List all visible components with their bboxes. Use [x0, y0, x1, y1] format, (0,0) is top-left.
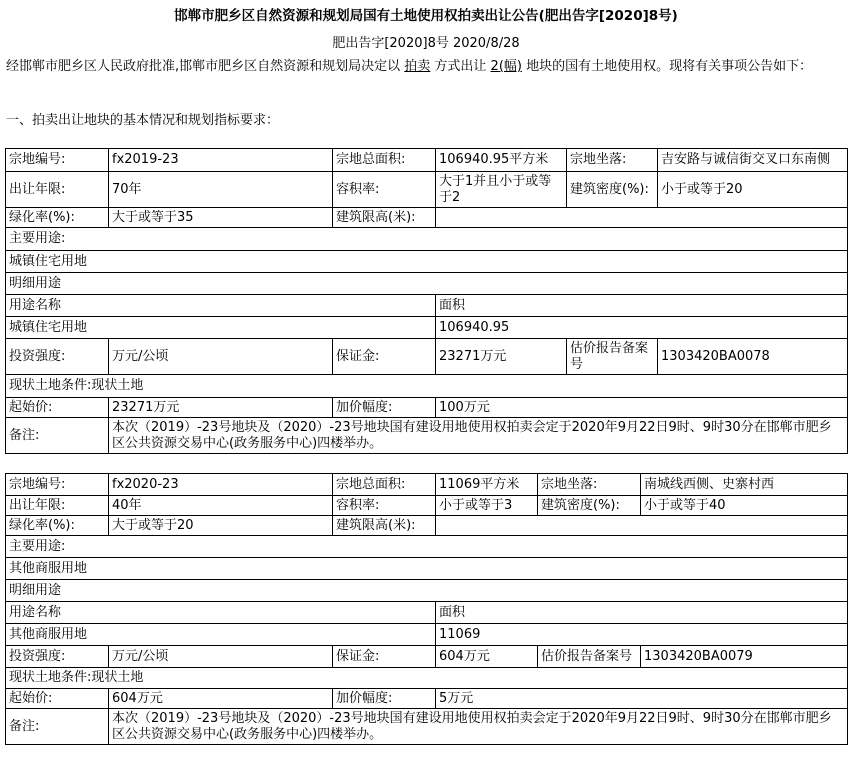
- label-investment: 投资强度:: [6, 646, 109, 668]
- height-limit-value: [436, 208, 848, 228]
- intro-text-1: 经邯郸市肥乡区人民政府批准,邯郸市肥乡区自然资源和规划局决定以: [6, 59, 405, 74]
- label-appraisal: 估价报告备案号: [538, 646, 641, 668]
- label-detail-use: 明细用途: [6, 580, 848, 602]
- start-price-value: 23271万元: [109, 398, 333, 418]
- intro-paragraph: [6, 55, 848, 78]
- label-current-condition: 现状土地条件:: [9, 670, 92, 685]
- height-limit-value: [436, 516, 848, 536]
- label-appraisal: 估价报告备案号: [567, 339, 658, 375]
- intro-count: 2(幅): [490, 59, 522, 74]
- investment-value: 万元/公顷: [109, 646, 333, 668]
- current-condition-row: [6, 668, 848, 689]
- label-use-name: 用途名称: [6, 295, 436, 317]
- start-price-value: 604万元: [109, 689, 333, 709]
- label-term: 出让年限:: [6, 496, 109, 516]
- label-height-limit: 建筑限高(米):: [333, 208, 436, 228]
- location-value: 吉安路与诚信街交叉口东南侧: [658, 149, 848, 172]
- deposit-value: 23271万元: [436, 339, 567, 375]
- main-use-value: 其他商服用地: [6, 558, 848, 580]
- increment-value: 100万元: [436, 398, 848, 418]
- label-total-area: 宗地总面积:: [333, 474, 436, 496]
- current-condition-value: 现状土地: [91, 378, 144, 393]
- density-value: 小于或等于20: [658, 172, 848, 208]
- intro-text-3: 地块的国有土地使用权。现将有关事项公告如下：: [521, 59, 813, 74]
- label-investment: 投资强度:: [6, 339, 109, 375]
- label-main-use: 主要用途:: [6, 536, 848, 558]
- label-deposit: 保证金:: [333, 646, 436, 668]
- label-deposit: 保证金:: [333, 339, 436, 375]
- label-height-limit: 建筑限高(米):: [333, 516, 436, 536]
- parcel-table-1: [5, 148, 848, 454]
- label-green-ratio: 绿化率(%):: [6, 208, 109, 228]
- term-value: 70年: [109, 172, 333, 208]
- label-use-name: 用途名称: [6, 602, 436, 624]
- green-ratio-value: 大于或等于20: [109, 516, 333, 536]
- intro-text-2: 方式出让: [430, 59, 491, 74]
- label-parcel-no: 宗地编号:: [6, 474, 109, 496]
- section-heading: 一、拍卖出让地块的基本情况和规划指标要求：: [6, 113, 280, 128]
- use-name-value: 城镇住宅用地: [6, 317, 436, 339]
- label-increment: 加价幅度:: [333, 689, 436, 709]
- current-condition-value: 现状土地: [91, 670, 144, 685]
- remark-value: 本次（2019）-23号地块及（2020）-23号地块国有建设用地使用权拍卖会定于2020年9月22日9时、9时30分在邯郸市肥乡区公共资源交易中心(政务服务中心)四楼举办。: [109, 418, 848, 454]
- investment-value: 万元/公顷: [109, 339, 333, 375]
- label-location: 宗地坐落:: [567, 149, 658, 172]
- page-title: 邯郸市肥乡区自然资源和规划局国有土地使用权拍卖出让公告(肥出告字[2020]8号): [174, 8, 678, 24]
- deposit-value: 604万元: [436, 646, 538, 668]
- term-value: 40年: [109, 496, 333, 516]
- label-current-condition: 现状土地条件:: [9, 378, 92, 393]
- label-increment: 加价幅度:: [333, 398, 436, 418]
- label-plot-ratio: 容积率:: [333, 172, 436, 208]
- use-name-value: 其他商服用地: [6, 624, 436, 646]
- remark-value: 本次（2019）-23号地块及（2020）-23号地块国有建设用地使用权拍卖会定于2020年9月22日9时、9时30分在邯郸市肥乡区公共资源交易中心(政务服务中心)四楼举办。: [109, 709, 848, 745]
- parcel-no-value: fx2019-23: [109, 149, 333, 172]
- parcel-no-value: fx2020-23: [109, 474, 333, 496]
- main-use-value: 城镇住宅用地: [6, 251, 848, 273]
- label-total-area: 宗地总面积:: [333, 149, 436, 172]
- appraisal-value: 1303420BA0078: [658, 339, 848, 375]
- plot-ratio-value: 大于1并且小于或等于2: [436, 172, 567, 208]
- plot-ratio-value: 小于或等于3: [436, 496, 538, 516]
- label-parcel-no: 宗地编号:: [6, 149, 109, 172]
- label-location: 宗地坐落:: [538, 474, 641, 496]
- label-density: 建筑密度(%):: [538, 496, 641, 516]
- label-density: 建筑密度(%):: [567, 172, 658, 208]
- intro-method: 拍卖: [404, 59, 431, 74]
- appraisal-value: 1303420BA0079: [641, 646, 848, 668]
- current-condition-row: [6, 375, 848, 398]
- label-term: 出让年限:: [6, 172, 109, 208]
- label-plot-ratio: 容积率:: [333, 496, 436, 516]
- label-start-price: 起始价:: [6, 398, 109, 418]
- label-area: 面积: [436, 602, 848, 624]
- label-area: 面积: [436, 295, 848, 317]
- green-ratio-value: 大于或等于35: [109, 208, 333, 228]
- total-area-value: 106940.95平方米: [436, 149, 567, 172]
- document-number-date: 肥出告字[2020]8号 2020/8/28: [332, 36, 520, 51]
- area-value: 11069: [436, 624, 848, 646]
- density-value: 小于或等于40: [641, 496, 848, 516]
- total-area-value: 11069平方米: [436, 474, 538, 496]
- label-detail-use: 明细用途: [6, 273, 848, 295]
- location-value: 南城线西侧、史寨村西: [641, 474, 848, 496]
- label-green-ratio: 绿化率(%):: [6, 516, 109, 536]
- area-value: 106940.95: [436, 317, 848, 339]
- label-remark: 备注:: [6, 709, 109, 745]
- parcel-table-2: [5, 473, 848, 745]
- label-start-price: 起始价:: [6, 689, 109, 709]
- label-main-use: 主要用途:: [6, 228, 848, 251]
- label-remark: 备注:: [6, 418, 109, 454]
- increment-value: 5万元: [436, 689, 848, 709]
